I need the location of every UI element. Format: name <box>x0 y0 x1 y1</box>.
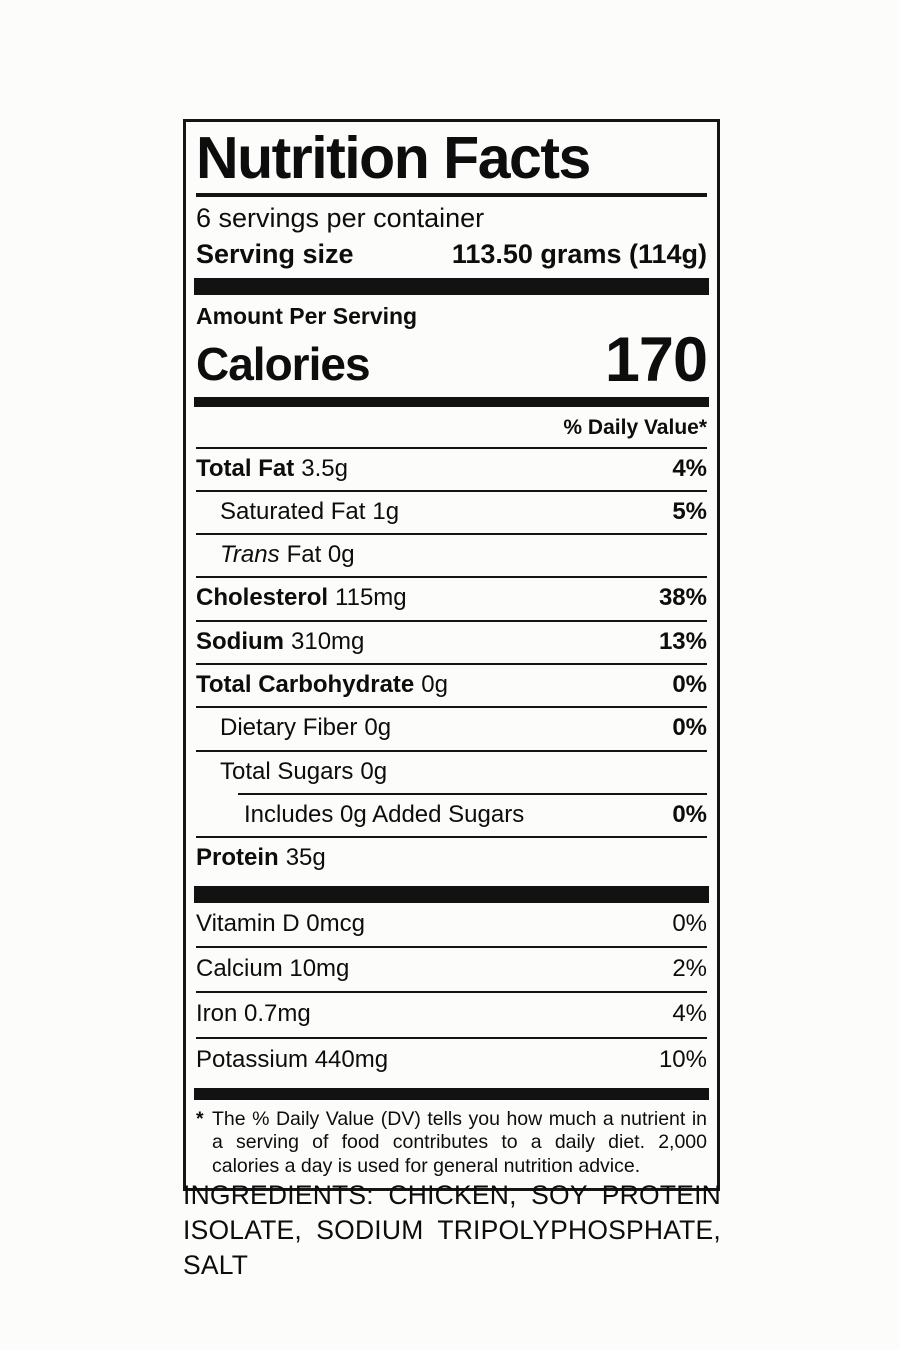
servings-per-container: 6 servings per container <box>196 202 485 233</box>
vitamin-rows <box>196 903 707 1082</box>
nutrient-row-total-fat <box>196 447 707 490</box>
nutrient-percent: 0% <box>672 801 707 829</box>
nutrient-row-dietary-fiber <box>196 706 707 749</box>
nutrient-percent: 38% <box>658 584 707 612</box>
nutrient-percent: 0% <box>672 714 707 742</box>
vitamin-row-calcium: Calcium 10mg 2% <box>196 946 707 991</box>
nutrient-name-amount: Dietary Fiber 0g <box>220 714 392 742</box>
nutrient-row-sodium <box>196 620 707 663</box>
nutrient-name-amount: Total Sugars 0g <box>220 757 388 785</box>
title-divider <box>196 193 707 197</box>
nutrient-row-total-carbohydrate <box>196 663 707 706</box>
vitamin-percent: 2% <box>672 954 707 982</box>
vitamin-percent: 10% <box>658 1045 707 1073</box>
nutrient-name-amount: Total Carbohydrate 0g <box>196 671 448 699</box>
vitamin-row-potassium: Potassium 440mg 10% <box>196 1037 707 1082</box>
vitamin-row-vitamin-d: Vitamin D 0mcg 0% <box>196 909 707 937</box>
nutrient-rows <box>196 447 707 880</box>
footnote-asterisk: * <box>196 1107 204 1130</box>
calories-label: Calories <box>196 337 370 390</box>
thick-divider-bar <box>194 278 709 295</box>
daily-value-footnote <box>196 1100 707 1178</box>
nutrient-percent: 5% <box>672 497 707 525</box>
vitamin-percent: 0% <box>672 909 707 937</box>
vitamin-percent: 4% <box>672 1000 707 1028</box>
nutrient-row-total-sugars <box>196 750 707 793</box>
nutrient-name-amount: Total Fat 3.5g <box>196 454 348 482</box>
nutrient-row-saturated-fat <box>196 490 707 533</box>
nutrient-row-added-sugars <box>238 793 707 836</box>
nutrient-name-amount: Includes 0g Added Sugars <box>244 801 525 829</box>
nutrient-row-cholesterol <box>196 576 707 619</box>
nutrition-facts-label <box>183 119 720 1191</box>
nutrient-name-amount: Sodium 310mg <box>196 627 365 655</box>
nutrient-name-amount: Cholesterol 115mg <box>196 584 407 612</box>
serving-size-label: Serving size <box>196 238 354 269</box>
ingredients-text: INGREDIENTS: CHICKEN, SOY PROTEIN ISOLATE, SODIUM TRIPOLYPHOSPHATE, SALT <box>183 1180 721 1281</box>
footnote-divider-bar <box>194 1088 709 1100</box>
nutrient-percent: 4% <box>672 454 707 482</box>
vitamin-row-iron: Iron 0.7mg 4% <box>196 991 707 1036</box>
footnote-text: The % Daily Value (DV) tells you how much a nutrient in a serving of food contributes to a daily diet. 2,000 calories a day is used for general nutrition advice. <box>212 1107 707 1177</box>
medium-divider-bar <box>194 397 709 407</box>
amount-per-serving-label: Amount Per Serving <box>196 303 418 330</box>
thick-divider-bar <box>194 886 709 903</box>
nutrient-name-amount: Protein 35g <box>196 844 326 872</box>
nutrient-name-amount: Trans Fat 0g <box>220 541 355 569</box>
daily-value-header: % Daily Value* <box>563 415 707 439</box>
serving-size-row <box>196 237 707 272</box>
nutrient-row-trans-fat <box>196 533 707 576</box>
calories-row <box>196 324 707 395</box>
serving-size-value: 113.50 grams (114g) <box>451 238 707 269</box>
nutrient-row-protein <box>196 836 707 879</box>
label-title: Nutrition Facts <box>196 125 590 191</box>
nutrient-percent: 13% <box>658 627 707 655</box>
nutrient-percent: 0% <box>672 671 707 699</box>
calories-value: 170 <box>604 324 707 395</box>
nutrient-name-amount: Saturated Fat 1g <box>220 497 400 525</box>
